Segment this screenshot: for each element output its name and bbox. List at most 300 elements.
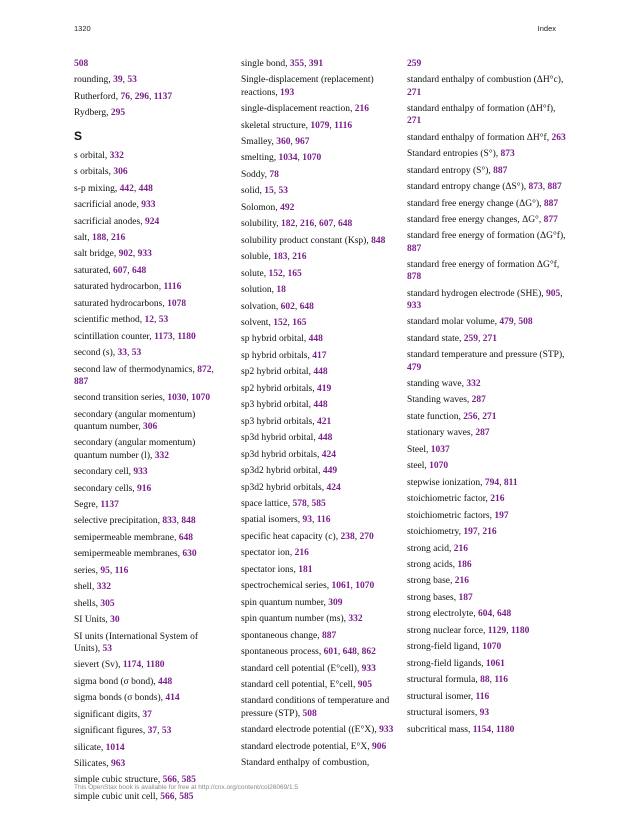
index-term: sigma bonds (σ bonds) [74,693,161,704]
page-link[interactable]: 93 [479,708,490,719]
page-link[interactable]: 295 [110,108,126,119]
page-link[interactable]: , 271 [478,334,497,344]
page-link[interactable]: 182 [281,219,296,230]
index-entry: smelting, 1034, 1070 [241,152,396,164]
page-link[interactable]: 216 [453,543,468,554]
page-link[interactable]: 442 [119,183,134,194]
index-term: sp2 hybrid orbital [241,367,309,378]
page-link[interactable]: 479 [407,362,422,373]
page-link[interactable]: 794 [484,477,500,488]
index-term: scintillation counter [74,331,150,342]
index-term: series [74,565,96,576]
page-link[interactable]: 53 [102,643,112,654]
index-entry: Segre, 1137 [74,499,119,510]
page-link[interactable]: 1137 [100,499,119,510]
page-link[interactable]: 39 [113,75,123,86]
page-link[interactable]: , 270 [355,532,374,542]
index-term: sacrificial anode [74,200,137,211]
index-term: steel [407,461,425,472]
page-link[interactable]: , 1137 [149,92,172,102]
index-entry: Standing waves, 287 [407,395,486,406]
page-link[interactable]: 414 [165,693,180,704]
index-term: Standing waves [407,395,467,406]
index-term: simple cubic unit cell [74,791,156,802]
page-link[interactable]: 417 [312,350,327,361]
index-column-1 [74,58,224,807]
page-link[interactable]: 924 [144,216,160,227]
index-term: spin quantum number (ms) [241,614,344,625]
page-link[interactable]: 887 [407,243,422,254]
page-link[interactable]: 873 [528,182,543,193]
page-link[interactable]: 181 [298,564,313,575]
page-link[interactable]: 18 [276,285,286,296]
page-link[interactable]: 508 [74,59,89,69]
page-link[interactable]: 37 [147,726,158,737]
page-link[interactable]: 93 [302,515,312,526]
page-link[interactable]: 187 [458,592,473,603]
index-entry: spontaneous process, 601, 648, 862 [241,646,396,658]
index-term: secondary cells [74,483,133,494]
page-link[interactable]: 197 [494,510,509,521]
index-entry: shells, 305 [74,598,115,609]
index-term: strong acids [407,560,453,570]
page-link[interactable]: , 391 [304,59,323,69]
page-link[interactable]: 259 [407,59,422,69]
page-link[interactable]: 887 [543,198,559,209]
index-term: Solomon [241,202,276,213]
index-entry: steel, 1070 [407,461,449,472]
index-term: Steel [407,444,426,455]
page-link[interactable]: , 448 [134,184,153,194]
page-link[interactable]: 448 [313,400,328,411]
index-entry: significant digits, 37 [74,709,152,720]
page-link[interactable]: , 585 [307,499,326,509]
page-link[interactable]: , 648 [338,647,357,657]
index-entry: sp3 hybrid orbital, 448 [241,400,328,411]
page-link[interactable]: 630 [182,549,197,560]
index-entry: strong-field ligand, 1070 [407,642,502,653]
page-link[interactable]: 12 [144,315,154,326]
page-link[interactable]: 1129 [487,625,507,636]
page-link[interactable]: , 116 [490,675,508,685]
page-link[interactable]: , 116 [312,515,330,525]
index-term: single bond [241,59,286,69]
index-entry: standard electrode potential, E°X, 906 [241,741,387,752]
page-link[interactable]: 263 [551,132,566,143]
page-link[interactable]: , 811 [499,478,517,488]
page-link[interactable]: 360 [276,137,291,148]
index-entry: saturated hydrocarbon, 1116 [74,282,182,293]
page-link[interactable]: 448 [308,334,323,345]
index-entry: structural formula, 88, 116 [407,674,567,686]
page-link[interactable]: 1079 [310,120,330,131]
index-entry: standard state, 259, 271 [407,333,567,345]
page-link[interactable]: 1014 [105,742,125,753]
page-link[interactable]: 30 [110,615,120,626]
page-link[interactable]: , 116 [110,566,128,576]
page-link[interactable]: 479 [499,317,514,328]
index-entry: strong electrolyte, 604, 648 [407,608,567,620]
page-link[interactable]: , 53 [127,348,141,358]
page-link[interactable]: 448 [313,367,328,378]
index-entry: series, 95, 116 [74,565,224,577]
page-link[interactable]: 566 [162,775,177,786]
page-link[interactable]: , 1070 [350,581,374,591]
index-term: standard temperature and pressure (STP) [407,350,563,361]
page-link[interactable]: , 933 [133,249,152,259]
index-entry: standard electrode potential ((E°X), 933 [241,725,394,736]
index-term: standard free energy changes, ΔG° [407,215,539,226]
page-link[interactable]: 419 [317,383,332,394]
page-link[interactable]: 492 [280,202,295,213]
page-link[interactable]: 332 [109,150,124,161]
page-link[interactable]: , 53 [123,75,137,85]
page-link[interactable]: , 1180 [173,332,196,342]
page-link[interactable]: 188 [91,233,107,244]
index-term: sp hybrid orbitals [241,350,308,361]
page-link[interactable]: 1030 [167,393,187,404]
page-link[interactable]: 607 [113,265,128,276]
page-link[interactable]: , 165 [283,269,302,279]
index-term: Rydberg [74,108,107,119]
index-entry: subcritical mass, 1154, 1180 [407,724,567,736]
index-entry: silicate, 1014 [74,742,125,753]
index-term: strong-field ligand [407,642,478,653]
index-term: SI Units [74,615,106,626]
page-link[interactable]: 848 [371,235,386,246]
index-term: single-displacement reaction [241,104,350,115]
index-term: standard hydrogen electrode (SHE) [407,288,542,299]
page-link[interactable]: 88 [480,675,490,686]
index-entry: sp2 hybrid orbital, 448 [241,367,328,378]
index-entry: standard enthalpy of formation (ΔH°f), 271 [407,104,556,127]
index-entry: solubility, 182, 216, 607, 648 [241,218,396,230]
index-term: secondary (angular momentum) quantum number [74,409,196,432]
page-link[interactable]: 256 [463,411,478,422]
index-term: strong nuclear force [407,625,483,636]
page-link[interactable]: 424 [326,482,341,493]
index-term: sp3d2 hybrid orbitals [241,482,322,493]
index-entry: standard free energy of formation ΔG°f, 878 [407,260,560,283]
page-link[interactable]: 216 [294,548,309,559]
page-link[interactable]: 78 [269,169,279,180]
page-link[interactable]: , 585 [175,792,194,802]
page-link[interactable]: 152 [268,268,283,279]
page-link[interactable]: 193 [280,87,295,98]
index-entry: strong acids, 186 [407,560,472,570]
page-link[interactable]: 601 [323,647,338,658]
index-entry: simple cubic unit cell, 566, 585 [74,791,224,803]
page-link[interactable]: , 1180 [491,725,514,735]
index-term: spectator ion [241,548,290,559]
page-link[interactable]: 508 [302,708,317,719]
index-entry: shell, 332 [74,582,111,593]
index-entry: Standard entropies (S°), 873 [407,149,515,160]
index-term: sp3d hybrid orbital [241,433,314,444]
index-entry: solution, 18 [241,285,286,296]
page-link[interactable]: , 1180 [141,660,164,670]
page-link[interactable]: , 933 [407,289,563,311]
page-link[interactable]: 873 [500,149,515,160]
index-term: standard state [407,333,459,344]
index-term: skeletal structure [241,120,306,131]
page-link[interactable]: 1173 [154,331,173,342]
page-link[interactable]: , 648 [492,609,511,619]
index-term: standard cell potential, E°cell [241,679,353,690]
index-entry: sp hybrid orbital, 448 [241,334,323,345]
index-entry: sp2 hybrid orbitals, 419 [241,383,332,394]
index-term: saturated hydrocarbon [74,282,159,293]
page-link[interactable]: , 508 [514,317,533,327]
page-link[interactable]: 271 [407,87,422,98]
index-entry: standard enthalpy of combustion (ΔH°c), 271 [407,75,564,98]
page-link[interactable]: , 216 [106,233,125,243]
page-link[interactable]: 933 [361,663,376,674]
page-link[interactable]: 1034 [278,153,298,164]
index-term: spontaneous process [241,647,319,658]
page-link[interactable]: 37 [142,709,152,720]
page-link[interactable]: , 607 [314,219,333,229]
page-link[interactable]: 186 [457,560,472,570]
index-term: standard entropy change (ΔS°) [407,182,524,193]
page-link[interactable]: 933 [379,725,394,736]
index-entry: standard free energy of formation (ΔG°f), 887 [407,231,566,254]
page-link[interactable]: 1070 [482,642,502,653]
index-term: solute [241,268,264,279]
page-link[interactable]: 197 [463,527,478,538]
footer-note: This OpenStax book is available for free at http://cnx.org/content/col26069/1.5 [74,784,299,791]
index-entry: standard temperature and pressure (STP), 479 [407,350,565,373]
page-link[interactable]: , 53 [154,315,168,325]
page-link[interactable]: 309 [328,597,343,608]
index-entry: spin quantum number, 309 [241,597,343,608]
page-link[interactable]: 933 [133,467,148,478]
page-link[interactable]: 905 [546,288,561,299]
index-term: standard free energy change (ΔG°) [407,198,540,209]
index-term: standard molar volume [407,317,495,328]
index-term: Segre [74,499,96,510]
index-entry: strong acid, 216 [407,543,468,554]
index-entry: spin quantum number (ms), 332 [241,614,363,625]
page-link[interactable]: 183 [273,252,288,263]
page-link[interactable]: , 648 [295,302,314,312]
index-term: spatial isomers [241,515,298,526]
page-link[interactable]: 33 [117,348,128,359]
page-link[interactable]: 963 [110,758,126,769]
page-link[interactable]: , 1180 [506,626,529,636]
page-link[interactable]: , 1070 [186,393,210,403]
page-link[interactable]: , 648 [333,219,352,229]
index-term: strong base [407,576,451,587]
page-link[interactable]: 421 [317,416,332,427]
index-entry: sp3d hybrid orbitals, 424 [241,449,336,460]
page-link[interactable]: 648 [178,532,193,543]
page-link[interactable]: , 887 [543,182,562,192]
index-entry [407,58,567,70]
page-link[interactable]: , 967 [291,137,310,147]
page-link[interactable]: , 216 [478,527,497,537]
page-link[interactable]: 116 [475,691,490,702]
page-link[interactable]: 332 [96,582,111,593]
page-link[interactable]: , 271 [477,412,496,422]
index-entry: structural isomers, 93 [407,708,490,719]
index-entry: skeletal structure, 1079, 1116 [241,120,396,132]
page-link[interactable]: 76 [120,91,130,102]
page-link[interactable]: , 887 [74,365,214,387]
page-link[interactable]: 1037 [430,444,450,455]
index-term: standard enthalpy of formation (ΔH°f) [407,104,554,115]
page-link[interactable]: 259 [463,333,478,344]
page-link[interactable]: 15 [264,186,274,197]
page-link[interactable]: 906 [371,741,387,752]
index-entry: standard free energy change (ΔG°), 887 [407,198,559,209]
page-link[interactable]: 578 [292,498,307,509]
page-link[interactable]: 1070 [429,461,449,472]
index-term: s orbital [74,150,105,161]
index-term: second (s) [74,348,113,359]
page-link[interactable]: 878 [407,272,422,283]
index-term: stoichiometric factors [407,510,490,521]
index-entry: Rutherford, 76, 296, 1137 [74,91,224,103]
page-link[interactable]: 933 [141,200,156,211]
index-term: standard entropy (S°) [407,165,489,176]
page-link[interactable]: 449 [322,466,338,477]
page-link[interactable]: 271 [407,116,422,127]
page-link[interactable]: 216 [354,104,369,115]
index-entry: sacrificial anodes, 924 [74,216,160,227]
index-entry: standard entropy change (ΔS°), 873, 887 [407,181,567,193]
page-link[interactable]: 1174 [122,660,142,671]
page-link[interactable]: 238 [340,531,355,542]
index-entry: standard cell potential (E°cell), 933 [241,663,376,674]
page-link[interactable]: 604 [477,609,493,620]
index-term: stationary waves [407,428,471,439]
page-link[interactable]: 1061 [331,581,351,592]
index-term: standard enthalpy of combustion (ΔH°c) [407,75,561,86]
page-link[interactable]: , 1116 [329,121,352,131]
index-entry: Steel, 1037 [407,444,450,455]
page-link[interactable]: 902 [118,249,133,260]
index-term: solubility product constant (Ksp) [241,235,367,246]
page-link[interactable]: , 216 [295,219,314,229]
page-link[interactable]: 833 [162,516,177,527]
page-link[interactable]: , 585 [177,775,196,785]
page-link[interactable]: 916 [137,483,152,494]
index-entry: specific heat capacity (c), 238, 270 [241,531,396,543]
index-term: sp3d hybrid orbitals [241,449,317,460]
index-entry: sp3d2 hybrid orbital, 449 [241,466,338,477]
index-term: significant figures [74,726,143,737]
index-term: strong electrolyte [407,609,474,620]
page-link[interactable]: , 216 [287,252,306,262]
page-link[interactable]: 887 [322,630,337,641]
index-entry: salt bridge, 902, 933 [74,248,224,260]
page-link[interactable]: , 53 [274,186,288,196]
index-entry: solubility product constant (Ksp), 848 [241,235,386,246]
index-term: standard conditions of temperature and pressure (STP) [241,696,390,719]
index-entry: SI units (International System of Units), 53 [74,631,199,654]
page-link[interactable]: 566 [160,791,175,802]
index-entry: stoichiometry, 197, 216 [407,526,567,538]
page-link[interactable]: , 165 [287,318,306,328]
index-entry: stoichiometric factor, 216 [407,494,505,505]
index-term: scientific method [74,315,140,326]
index-term: strong acid [407,543,449,554]
page-link[interactable]: 1078 [167,298,187,309]
page-link[interactable]: , 1070 [297,153,321,163]
index-term: stoichiometry [407,527,459,538]
index-entry: spectrochemical series, 1061, 1070 [241,580,396,592]
page-link[interactable]: , 53 [157,726,171,736]
index-term: spontaneous change [241,630,318,641]
index-term: Soddy [241,169,265,180]
page-link[interactable]: 287 [475,428,490,439]
page-link[interactable]: , 862 [357,647,376,657]
section-letter [74,130,224,142]
page-link[interactable]: 332 [466,379,481,390]
index-term: second transition series [74,393,163,404]
page-link[interactable]: 1116 [163,282,182,293]
page-link[interactable]: 887 [493,165,508,176]
page-link[interactable]: 602 [280,301,295,312]
index-entry: significant figures, 37, 53 [74,725,224,737]
page-link[interactable]: , 848 [177,516,196,526]
page-link[interactable]: 287 [471,395,486,406]
page-link[interactable]: 306 [143,421,158,432]
index-entry: standard hydrogen electrode (SHE), 905, 933 [407,288,567,312]
index-entry: standard cell potential, E°cell, 905 [241,679,372,690]
index-term: spectator ions [241,564,294,575]
page-link[interactable]: 424 [321,449,336,460]
page-link[interactable]: 877 [543,215,558,226]
index-entry: stationary waves, 287 [407,428,490,439]
index-term: shells [74,598,96,609]
index-term: solubility [241,219,277,230]
index-entry: strong nuclear force, 1129, 1180 [407,625,567,637]
page-link[interactable]: 216 [490,494,505,505]
index-term: stoichiometric factor [407,494,486,505]
page-link[interactable]: 332 [348,614,363,625]
page-link[interactable]: 95 [100,565,110,576]
page-link[interactable]: 448 [318,433,333,444]
page-link[interactable]: 355 [289,59,305,69]
index-term: solid [241,186,260,197]
index-term: space lattice [241,498,288,509]
index-entry: second transition series, 1030, 1070 [74,392,224,404]
page-link[interactable]: , 648 [127,266,146,276]
index-term: silicate [74,742,101,753]
index-entry: sacrificial anode, 933 [74,200,156,211]
page-link[interactable]: 305 [100,598,115,609]
index-entry: solvation, 602, 648 [241,301,396,313]
index-entry: secondary cell, 933 [74,467,148,478]
page-link[interactable]: 905 [357,679,372,690]
page-link[interactable]: 448 [158,676,173,687]
index-entry: strong-field ligands, 1061 [407,658,505,669]
page-link[interactable]: , 296 [130,92,149,102]
page-link[interactable]: 152 [273,318,288,328]
page-link[interactable]: 306 [113,167,128,178]
page-link[interactable]: 872 [197,364,212,375]
page-link[interactable]: 332 [154,450,169,461]
page-link[interactable]: 1061 [485,658,505,669]
index-entry: solvent, 152, 165 [241,317,396,329]
index-entry: semipermeable membranes, 630 [74,549,197,560]
index-term: SI units (International System of Units) [74,631,199,654]
page-link[interactable]: 216 [454,576,470,587]
page-link[interactable]: 1154 [472,724,492,735]
index-term: stepwise ionization [407,477,481,488]
